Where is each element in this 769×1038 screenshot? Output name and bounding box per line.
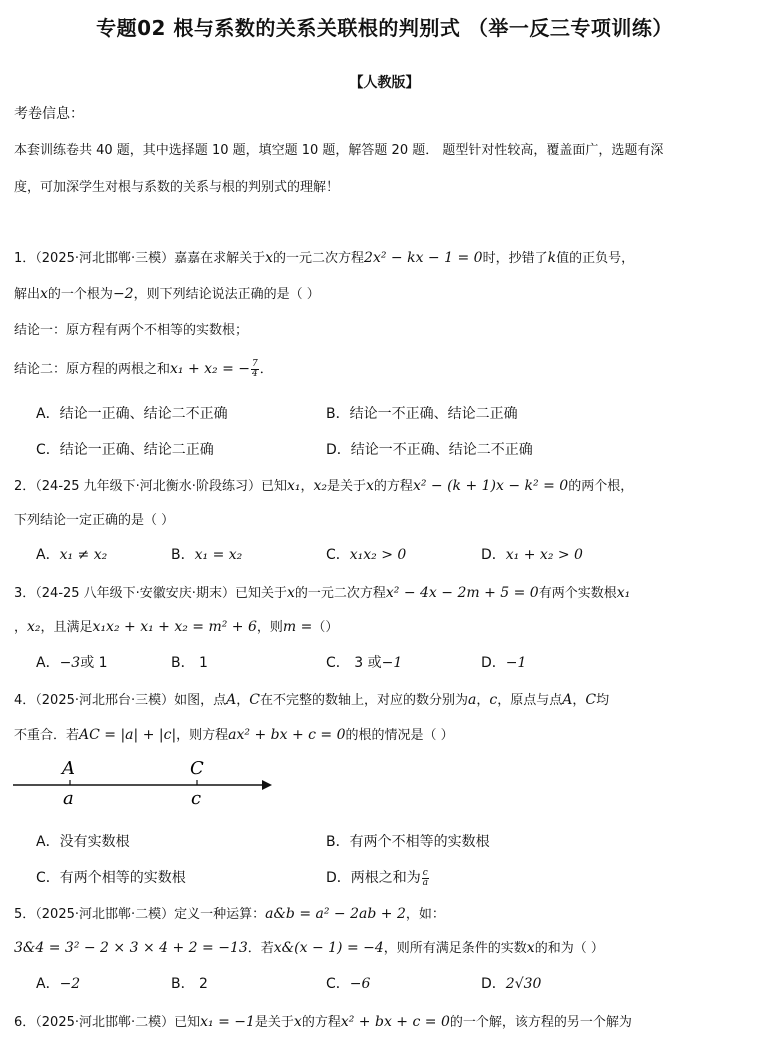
- q2-line-1: 2．（24-25 九年级下·河北衡水·阶段练习）已知x₁，x₂是关于x的方程x² − (k + 1)x − k² = 0的两个根，: [14, 478, 634, 494]
- q1-root: −2: [112, 286, 134, 302]
- number-line-figure: [10, 754, 300, 814]
- math-var: x: [526, 940, 535, 956]
- value-label-a: a: [63, 788, 74, 809]
- q1-conclusion-2: 结论二：原方程的两根之和x₁ + x₂ = − $\frac{7}{4}$ ．: [14, 359, 273, 379]
- info-label: 考卷信息：: [14, 106, 84, 122]
- q4-option-b[interactable]: B．有两个不相等的实数根: [326, 834, 490, 850]
- q4-line-2: 不重合．若AC = |a| + |c|，则方程ax² + bx + c = 0的根的情况是（ ）: [14, 727, 454, 743]
- q1-equation: 2x² − kx − 1 = 0: [364, 250, 483, 266]
- q2-line-2: 下列结论一定正确的是（ ）: [14, 513, 175, 528]
- arrow-icon: [262, 780, 272, 790]
- q5-option-c[interactable]: C．−6: [326, 976, 371, 992]
- q5-option-b[interactable]: B． 2: [171, 976, 208, 992]
- q1-option-a[interactable]: A．结论一正确、结论二不正确: [36, 406, 228, 422]
- info-line-2: 度，可加深学生对根与系数的关系与根的判别式的理解！: [14, 180, 340, 195]
- q1-option-b[interactable]: B．结论一不正确、结论二正确: [326, 406, 518, 422]
- q5-option-d[interactable]: D．2√30: [481, 976, 542, 992]
- q3-condition: x₁x₂ + x₁ + x₂ = m² + 6: [92, 619, 257, 635]
- q4-option-a[interactable]: A．没有实数根: [36, 834, 130, 850]
- point-label-C: C: [190, 758, 204, 779]
- math-var: x: [366, 478, 374, 494]
- math-var: x: [40, 286, 48, 302]
- q5-condition: x&(x − 1) = −4: [273, 940, 384, 956]
- q1-option-d[interactable]: D．结论一不正确、结论二不正确: [326, 442, 533, 458]
- math-var: x: [293, 1014, 302, 1030]
- q3-equation: x² − 4x − 2m + 5 = 0: [385, 585, 539, 601]
- q1-conclusion-1: 结论一：原方程有两个不相等的实数根；: [14, 323, 249, 338]
- q5-option-a[interactable]: A．−2: [36, 976, 81, 992]
- q5-definition: a&b = a² − 2ab + 2: [265, 906, 406, 922]
- q6-line-1: 6．（2025·河北邯郸·二模）已知x₁ = −1是关于x的方程x² + bx + c = 0的一个解，该方程的另一个解为: [14, 1014, 632, 1030]
- q5-line-2: 3&4 = 3² − 2 × 3 × 4 + 2 = −13．若x&(x − 1) = −4，则所有满足条件的实数x的和为（ ）: [14, 940, 604, 956]
- q3-option-c[interactable]: C． 3 或−1: [326, 655, 403, 671]
- q1-line-2: 解出x的一个根为−2，则下列结论说法正确的是（ ）: [14, 286, 320, 302]
- document-title: 专题02 根与系数的关系关联根的判别式 （举一反三专项训练）: [96, 16, 673, 40]
- math-var: x: [265, 250, 274, 266]
- info-line-1: 本套训练卷共 40 题，其中选择题 10 题，填空题 10 题，解答题 20 题． 题型针对性较高，覆盖面广，选题有深: [14, 143, 664, 158]
- q4-option-c[interactable]: C．有两个相等的实数根: [36, 870, 186, 886]
- q4-option-d[interactable]: D．两根之和为 $\frac{c}{a}$: [326, 867, 428, 888]
- q2-option-c[interactable]: C．x₁x₂ > 0: [326, 547, 407, 563]
- q2-option-a[interactable]: A．x₁ ≠ x₂: [36, 547, 108, 563]
- q1-option-c[interactable]: C．结论一正确、结论二正确: [36, 442, 214, 458]
- q5-example: 3&4 = 3² − 2 × 3 × 4 + 2 = −13: [14, 940, 248, 956]
- q3-line-1: 3．（24-25 八年级下·安徽安庆·期末）已知关于x的一元二次方程x² − 4x − 2m + 5 = 0有两个实数根x₁: [14, 585, 631, 601]
- fraction: $\frac{c}{a}$: [422, 867, 428, 888]
- q6-equation: x² + bx + c = 0: [340, 1014, 450, 1030]
- q4-equation: ax² + bx + c = 0: [228, 727, 346, 743]
- point-label-A: A: [62, 758, 75, 779]
- math-var: k: [547, 250, 557, 266]
- fraction: $\frac{7}{4}$: [252, 359, 258, 379]
- q3-option-b[interactable]: B． 1: [171, 655, 208, 671]
- q5-line-1: 5．（2025·河北邯郸·二模）定义一种运算：a&b = a² − 2ab + 2，如：: [14, 906, 445, 922]
- math-var: x: [286, 585, 295, 601]
- q3-line-2: ，x₂，且满足x₁x₂ + x₁ + x₂ = m² + 6，则m =（）: [14, 619, 339, 635]
- value-label-c: c: [191, 788, 202, 809]
- q2-option-b[interactable]: B．x₁ = x₂: [171, 547, 243, 563]
- q6-condition: x₁ = −1: [200, 1014, 255, 1030]
- q4-condition: AC = |a| + |c|: [79, 727, 177, 743]
- q3-option-d[interactable]: D．−1: [481, 655, 527, 671]
- q2-option-d[interactable]: D．x₁ + x₂ > 0: [481, 547, 583, 563]
- q3-option-a[interactable]: A．−3或 1: [36, 655, 108, 671]
- edition-label: 【人教版】: [349, 75, 420, 91]
- q2-equation: x² − (k + 1)x − k² = 0: [412, 478, 569, 494]
- q1-sum-eq: x₁ + x₂ = −: [170, 361, 251, 377]
- q4-line-1: 4．（2025·河北邢台·三模）如图，点A，C在不完整的数轴上，对应的数分别为a，c，原点与点A，C均: [14, 692, 610, 708]
- q1-line-1: 1．（2025·河北邯郸·三模）嘉嘉在求解关于x的一元二次方程2x² − kx − 1 = 0时，抄错了k值的正负号，: [14, 250, 635, 266]
